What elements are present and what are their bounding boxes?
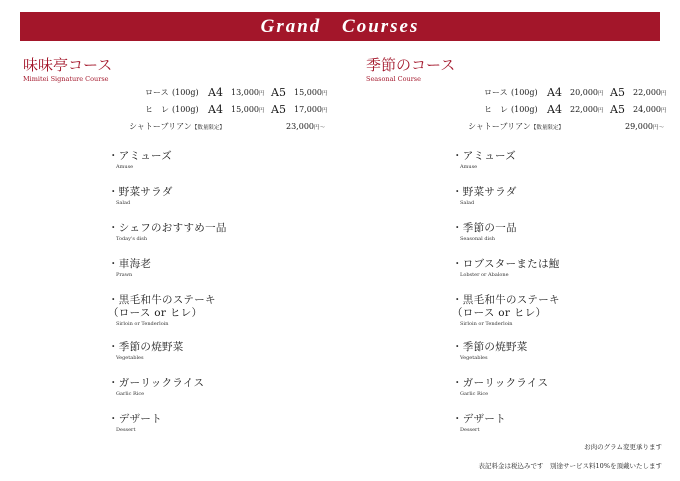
item-name: ・季節の焼野菜	[452, 341, 528, 353]
item-name-en: Sirloin or Tenderloin	[116, 321, 169, 327]
item-name-en: Seasonal dish	[460, 236, 495, 242]
price-a4: 22,000円	[570, 105, 604, 114]
footer-notes	[479, 438, 662, 476]
item-name: ・シェフのおすすめ一品	[108, 222, 227, 234]
special-name: シャトーブリアン【数量限定】	[129, 122, 225, 131]
special-name: シャトーブリアン【数量限定】	[468, 122, 564, 131]
item-name: ・デザート	[108, 413, 162, 425]
cut-weight: (100g)	[172, 88, 199, 97]
item-name-en: Amuse	[460, 164, 478, 170]
course-header-seasonal	[366, 56, 680, 83]
item-name: ・黒毛和牛のステーキ	[452, 294, 560, 306]
note-tax-service: 表記料金は税込みです 別途サービス料10%を頂戴いたします	[478, 462, 662, 470]
item-name-en: Vegetables	[116, 355, 144, 361]
item-name: ・ガーリックライス	[108, 377, 205, 389]
item-name: ・ロブスターまたは鮑	[452, 258, 560, 270]
item-name-en: Dessert	[460, 427, 480, 433]
item-name: ・黒毛和牛のステーキ	[108, 294, 216, 306]
list-item	[452, 258, 680, 294]
item-name: ・ガーリックライス	[452, 377, 549, 389]
grade-a4: A4	[547, 103, 562, 116]
cut-weight: (100g)	[511, 105, 538, 114]
list-item	[452, 341, 680, 377]
price-a5: 22,000円	[633, 88, 667, 97]
item-name-en: Dessert	[116, 427, 136, 433]
grade-a5: A5	[271, 86, 286, 99]
grade-a4: A4	[208, 103, 223, 116]
item-name: ・野菜サラダ	[108, 186, 173, 198]
grade-a5: A5	[271, 103, 286, 116]
item-name: ・季節の焼野菜	[108, 341, 184, 353]
item-name-detail: （ロース or ヒレ）	[108, 307, 203, 319]
item-name-detail: （ロース or ヒレ）	[452, 307, 547, 319]
list-item	[452, 150, 680, 186]
cut-name: ヒ レ	[484, 105, 508, 114]
item-name: ・野菜サラダ	[452, 186, 517, 198]
item-name: ・車海老	[108, 258, 152, 270]
list-item	[452, 294, 680, 341]
cut-weight: (100g)	[511, 88, 538, 97]
course-header-mimitei	[23, 56, 343, 83]
price-a4: 13,000円	[231, 88, 265, 97]
item-name: ・デザート	[452, 413, 506, 425]
list-item	[452, 186, 680, 222]
note-gram-change: お肉のグラム変更承ります	[584, 443, 662, 451]
special-price: 29,000円〜	[625, 122, 665, 131]
grade-a4: A4	[208, 86, 223, 99]
item-name: ・季節の一品	[452, 222, 517, 234]
cut-name: ロース	[145, 88, 169, 97]
item-name-en: Prawn	[116, 272, 133, 278]
course-subtitle: Seasonal Course	[366, 75, 421, 83]
grade-a4: A4	[547, 86, 562, 99]
price-a4: 15,000円	[231, 105, 265, 114]
cut-name: ロース	[484, 88, 508, 97]
menu-items-mimitei	[108, 150, 388, 449]
price-a5: 17,000円	[294, 105, 328, 114]
cut-weight: (100g)	[172, 105, 199, 114]
list-item	[108, 222, 388, 258]
grade-a5: A5	[610, 103, 625, 116]
page-title: Grand Courses	[20, 12, 660, 41]
item-name-en: Garlic Rice	[116, 391, 145, 397]
special-price: 23,000円〜	[286, 122, 326, 131]
list-item	[452, 377, 680, 413]
list-item	[108, 186, 388, 222]
grade-a5: A5	[610, 86, 625, 99]
item-name-en: Lobster or Abalone	[460, 272, 509, 278]
item-name-en: Sirloin or Tenderloin	[460, 321, 513, 327]
list-item	[108, 150, 388, 186]
item-name-en: Today's dish	[116, 236, 148, 242]
price-a4: 20,000円	[570, 88, 604, 97]
price-a5: 15,000円	[294, 88, 328, 97]
list-item	[108, 294, 388, 341]
price-a5: 24,000円	[633, 105, 667, 114]
course-title: 季節のコース	[366, 56, 456, 74]
cut-name: ヒ レ	[145, 105, 169, 114]
list-item	[108, 258, 388, 294]
course-subtitle: Mimitei Signature Course	[23, 75, 109, 83]
course-title: 味味亭コース	[23, 56, 113, 74]
item-name-en: Amuse	[116, 164, 134, 170]
item-name-en: Garlic Rice	[460, 391, 489, 397]
item-name: ・アミューズ	[452, 150, 517, 162]
list-item	[108, 341, 388, 377]
list-item	[108, 413, 388, 449]
item-name-en: Salad	[460, 200, 475, 206]
item-name-en: Salad	[116, 200, 131, 206]
item-name-en: Vegetables	[460, 355, 488, 361]
item-name: ・アミューズ	[108, 150, 173, 162]
menu-items-seasonal	[452, 150, 680, 449]
list-item	[452, 222, 680, 258]
list-item	[108, 377, 388, 413]
